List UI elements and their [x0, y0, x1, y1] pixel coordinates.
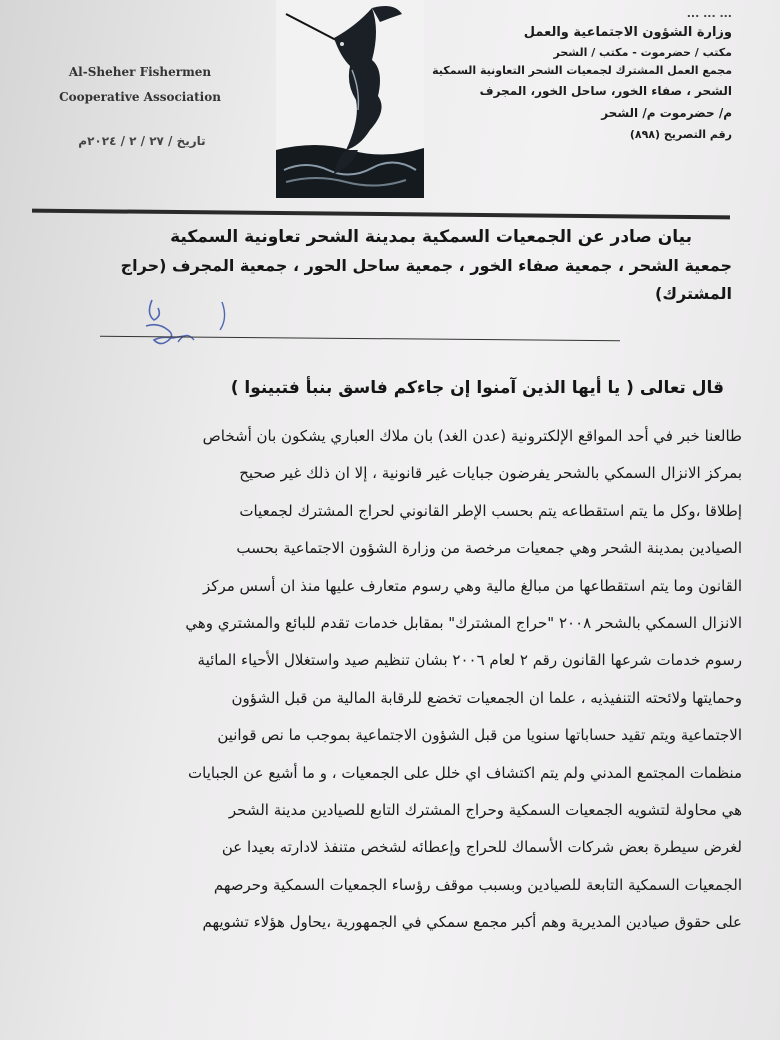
ministry-name: وزارة الشؤون الاجتماعية والعمل [523, 25, 732, 40]
office-name: مكتب / حضرموت - مكتب / الشحر [553, 46, 732, 59]
signature-stamp-icon [132, 296, 252, 356]
body-line: طالعنا خبر في أحد المواقع الإلكترونية (عدن الغد) بان ملاك العباري يشكون بان أشخاص [202, 427, 742, 445]
letter-date: تاريخ / ٢٧ / ٢ / ٢٠٢٤م [78, 134, 206, 148]
arabic-letterhead [412, 6, 732, 146]
swordfish-logo-icon [276, 0, 424, 198]
statement-heading [42, 222, 732, 303]
body-line: منظمات المجتمع المدني ولم يتم اكتشاف اي خلل على الجمعيات ، و ما أشيع عن الجبايات [188, 763, 742, 782]
body-line: الجمعيات السمكية التابعة للصيادين وبسبب موقف رؤساء الجمعيات السمكية وحرصهم [213, 875, 742, 894]
body-line: الانزال السمكي بالشحر ٢٠٠٨ "حراج المشترك" بمقابل خدمات تقدم للبائع والمشتري وهي [185, 613, 742, 632]
statement-title: بيان صادر عن الجمعيات السمكية بمدينة الشحر تعاونية السمكية [170, 227, 692, 247]
body-line: رسوم خدمات شرعها القانون رقم ٢ لعام ٢٠٠٦ بشان تنظيم صيد واستغلال الأحياء المائية [197, 651, 742, 670]
body-line: وحمايتها ولائحته التنفيذيه ، علما ان الجمعيات تخضع للرقابة المالية من قبل الشؤون [231, 688, 742, 707]
body-line: الصيادين بمدينة الشحر وهي جمعيات مرخصة من وزارة الشؤون الاجتماعية بحسب [236, 539, 742, 558]
body-line: هي محاولة لتشويه الجمعيات السمكية وحراج المشترك التابع للصيادين مدينة الشحر [228, 800, 742, 819]
complex-name: مجمع العمل المشترك لجمعيات الشحر التعاونية السمكية [432, 64, 732, 77]
body-line: على حقوق صيادين المديرية وهم أكبر مجمع سمكي في الجمهورية ،يحاول هؤلاء تشويهم [202, 913, 742, 932]
statement-associations: جمعية الشحر ، جمعية صفاء الخور ، جمعية ساحل الحور ، جمعية المجرف (حراج المشترك) [120, 256, 732, 303]
english-org-line-1: Al-Sheher Fishermen [68, 65, 212, 79]
location-line: م/ حضرموت م/ الشحر [601, 106, 732, 120]
body-line: بمركز الانزال السمكي بالشحر يفرضون جبايات غير قانونية ، إلا ان ذلك غير صحيح [239, 464, 742, 483]
permit-number: رقم التصريح (٨٩٨) [629, 128, 732, 141]
body-line: الاجتماعية ويتم تقيد حساباتها سنويا من قبل الشؤون الاجتماعية بموجب ما نص قوانين [217, 726, 742, 745]
english-letterhead [40, 60, 240, 110]
body-line: لغرض سيطرة بعض شركات الأسماك للحراج وإعطائه لشخص متنفذ لادارته بعيدا عن [221, 838, 742, 857]
arabic-header-top: ... ... ... [686, 7, 732, 20]
quran-verse: قال تعالى ( يا أيها الذين آمنوا إن جاءكم فاسق بنبأ فتبينوا ) [230, 378, 724, 398]
associations-list: الشحر ، صفاء الخور، ساحل الخور، المجرف [479, 84, 732, 98]
body-line: القانون وما يتم استقطاعها من مبالغ مالية وهي رسوم متعارف عليها منذ ان أسس مركز [203, 576, 742, 595]
english-org-line-2: Cooperative Association [59, 90, 221, 104]
statement-body [42, 418, 742, 941]
body-line: إطلاقا ،وكل ما يتم استقطاعه يتم بحسب الإطر القانوني لحراج المشترك لجمعيات [239, 501, 742, 520]
header-divider [32, 209, 730, 220]
